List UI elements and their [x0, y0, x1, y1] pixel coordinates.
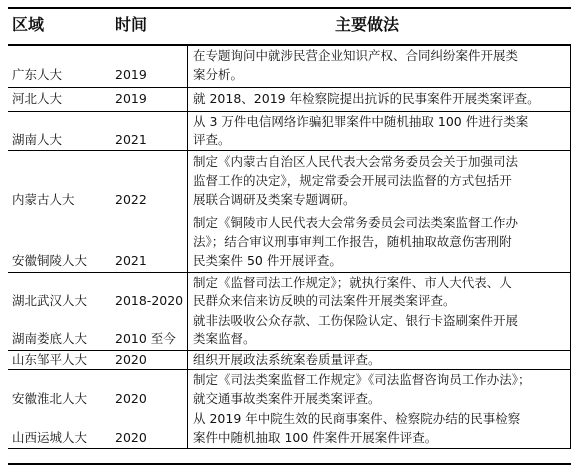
- cell-method-line: 评查。: [193, 132, 231, 147]
- cell-method-line: 在专题询问中就涉民营企业知识产权、合同纠纷案件开展类: [193, 48, 519, 63]
- page-bottom-rule: [8, 463, 571, 465]
- cell-method-line: 从 2019 年中院生效的民商事案件、检察院办结的民事检察: [193, 411, 521, 426]
- cell-region: 安徽淮北人大: [12, 391, 88, 406]
- cell-method-line: 案件中随机抽取 100 件案件开展案件评查。: [193, 430, 438, 445]
- cell-method-line: 类案监督。: [193, 331, 256, 346]
- cell-method-line: 案分析。: [193, 67, 244, 82]
- cell-year: 2019: [115, 91, 147, 106]
- cell-region: 安徽铜陵人大: [12, 253, 88, 268]
- header-bottom-rule: [8, 44, 571, 46]
- cell-method-line: 就 2018、2019 年检察院提出抗诉的民事案件开展类案评查。: [193, 91, 540, 106]
- method-column-right-rule: [570, 44, 571, 449]
- header-method: 主要做法: [335, 15, 400, 34]
- cell-year: 2019: [115, 67, 147, 82]
- cell-method-line: 民群众来信来访反映的司法案件开展类案评查。: [193, 293, 456, 308]
- row-divider: [8, 87, 571, 88]
- row-divider: [8, 111, 571, 112]
- cell-region: 内蒙古人大: [12, 192, 75, 207]
- cell-method-line: 组织开展政法系统案卷质量评查。: [193, 352, 381, 367]
- cell-method-line: 法》；结合审议刑事审判工作报告，随机抽取故意伤害刑附: [193, 234, 512, 249]
- method-column-left-rule: [187, 44, 188, 449]
- table-bottom-rule: [8, 448, 571, 449]
- cell-method-line: 制定《司法类案监督工作规定》《司法监督咨询员工作办法》；: [193, 372, 531, 387]
- cell-year: 2020: [115, 352, 147, 367]
- table-top-rule: [8, 7, 571, 9]
- row-divider: [8, 150, 571, 151]
- row-divider: [8, 272, 571, 273]
- cell-year: 2020: [115, 391, 147, 406]
- cell-region: 河北人大: [12, 91, 63, 106]
- cell-method-line: 制定《监督司法工作规定》；就执行案件、市人大代表、人: [193, 275, 512, 290]
- cell-year: 2020: [115, 430, 147, 445]
- cell-method-line: 监督工作的决定》，规定常委会开展司法监督的方式包括开: [193, 173, 512, 188]
- cell-region: 山西运城人大: [12, 430, 88, 445]
- cell-year: 2018-2020: [115, 293, 184, 308]
- cell-region: 湖南人大: [12, 132, 63, 147]
- cell-year: 2021: [115, 253, 147, 268]
- cell-region: 山东邹平人大: [12, 352, 88, 367]
- cell-region: 湖南娄底人大: [12, 331, 88, 346]
- row-divider: [8, 369, 571, 370]
- cell-method-line: 就交通事故类案件开展类案评查。: [193, 391, 381, 406]
- cell-region: 湖北武汉人大: [12, 293, 88, 308]
- cell-method-line: 就非法吸收公众存款、工伤保险认定、银行卡盗刷案件开展: [193, 313, 519, 328]
- cell-year: 2022: [115, 192, 147, 207]
- header-region: 区域: [12, 15, 45, 34]
- header-time: 时间: [115, 15, 148, 34]
- cell-method-line: 制定《内蒙古自治区人民代表大会常务委员会关于加强司法: [193, 154, 519, 169]
- cell-method-line: 制定《铜陵市人民代表大会常务委员会司法类案监督工作办: [193, 215, 519, 230]
- cell-year: 2010 至今: [115, 331, 176, 346]
- cell-method-line: 从 3 万件电信网络诈骗犯罪案件中随机抽取 100 件进行类案: [193, 114, 529, 129]
- cell-method-line: 民类案件 50 件开展评查。: [193, 253, 342, 268]
- cell-region: 广东人大: [12, 67, 63, 82]
- cell-year: 2021: [115, 132, 147, 147]
- cell-method-line: 展联合调研及类案专题调研。: [193, 192, 356, 207]
